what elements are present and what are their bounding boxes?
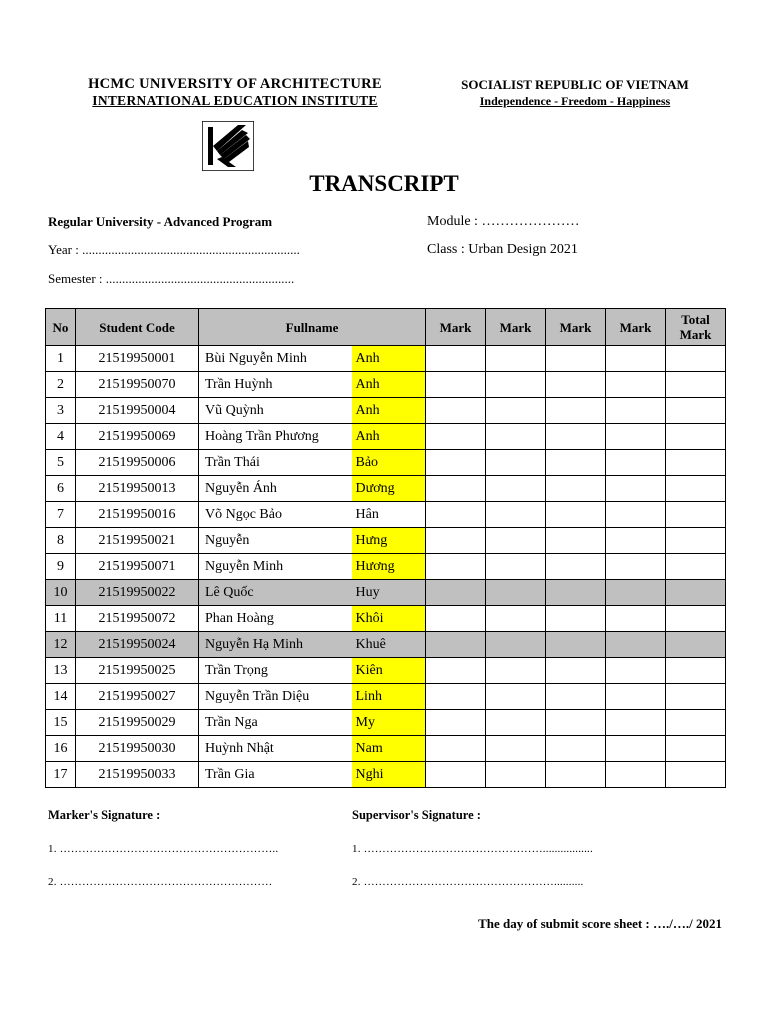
total-mark-cell[interactable] [666,398,726,424]
col-header-total-mark [666,309,726,346]
mark-1-cell[interactable] [426,398,486,424]
student-given-name: Nam [352,736,426,762]
student-given-name: Bảo [352,450,426,476]
mark-1-cell[interactable] [426,762,486,788]
student-surname: Hoàng Trần Phương [199,424,352,450]
mark-4-cell[interactable] [606,580,666,606]
total-mark-cell[interactable] [666,762,726,788]
student-surname: Bùi Nguyễn Minh [199,346,352,372]
mark-3-cell[interactable] [546,346,606,372]
mark-1-cell[interactable] [426,372,486,398]
table-row [46,476,726,502]
student-code: 21519950072 [76,606,199,632]
mark-2-cell[interactable] [486,710,546,736]
mark-3-cell[interactable] [546,372,606,398]
national-motto: Independence - Freedom - Happiness [479,94,671,108]
mark-4-cell[interactable] [606,346,666,372]
student-surname: Vũ Quỳnh [199,398,352,424]
student-code: 21519950016 [76,502,199,528]
student-given-name: Linh [352,684,426,710]
mark-1-cell[interactable] [426,606,486,632]
mark-4-cell[interactable] [606,398,666,424]
col-header-mark-2: Mark [486,309,546,346]
class-field: Class : Urban Design 2021 [427,242,578,257]
mark-2-cell[interactable] [486,684,546,710]
mark-1-cell[interactable] [426,580,486,606]
transcript-table [45,308,726,788]
mark-3-cell[interactable] [546,554,606,580]
mark-2-cell[interactable] [486,502,546,528]
mark-4-cell[interactable] [606,372,666,398]
semester-field: Semester : .......................................................... [48,271,295,286]
student-given-name: Hương [352,554,426,580]
mark-3-cell[interactable] [546,736,606,762]
table-row [46,606,726,632]
table-row [46,372,726,398]
mark-3-cell[interactable] [546,502,606,528]
row-number: 5 [46,450,76,476]
total-mark-cell[interactable] [666,580,726,606]
student-surname: Trần Trọng [199,658,352,684]
mark-1-cell[interactable] [426,710,486,736]
mark-3-cell[interactable] [546,632,606,658]
student-given-name: Nghi [352,762,426,788]
col-header-fullname: Fullname [199,309,426,346]
mark-2-cell[interactable] [486,762,546,788]
mark-4-cell[interactable] [606,502,666,528]
mark-1-cell[interactable] [426,658,486,684]
supervisor-signature-line-1: 1. …………………………………………................. [352,843,593,855]
university-name: HCMC UNIVERSITY OF ARCHITECTURE [88,76,382,92]
row-number: 17 [46,762,76,788]
student-code: 21519950069 [76,424,199,450]
mark-1-cell[interactable] [426,554,486,580]
table-row [46,632,726,658]
marker-signature-line-2: 2. ………………………………………………… [48,876,273,888]
student-code: 21519950033 [76,762,199,788]
total-mark-cell[interactable] [666,346,726,372]
table-row [46,684,726,710]
mark-4-cell[interactable] [606,710,666,736]
mark-2-cell[interactable] [486,658,546,684]
student-given-name: Huy [352,580,426,606]
student-surname: Huỳnh Nhật [199,736,352,762]
student-code: 21519950001 [76,346,199,372]
col-header-student-code: Student Code [76,309,199,346]
row-number: 16 [46,736,76,762]
table-row [46,528,726,554]
student-given-name: Anh [352,346,426,372]
total-mark-cell[interactable] [666,710,726,736]
student-given-name: Kiên [352,658,426,684]
table-row [46,580,726,606]
student-surname: Trần Thái [199,450,352,476]
mark-4-cell[interactable] [606,658,666,684]
country-name: SOCIALIST REPUBLIC OF VIETNAM [461,77,689,92]
mark-3-cell[interactable] [546,710,606,736]
student-given-name: Khuê [352,632,426,658]
table-row [46,346,726,372]
col-header-mark-4: Mark [606,309,666,346]
mark-3-cell[interactable] [546,606,606,632]
table-row [46,710,726,736]
student-given-name: Anh [352,372,426,398]
student-code: 21519950030 [76,736,199,762]
mark-3-cell[interactable] [546,658,606,684]
student-given-name: Hưng [352,528,426,554]
row-number: 4 [46,424,76,450]
mark-2-cell[interactable] [486,632,546,658]
row-number: 2 [46,372,76,398]
supervisor-signature-line-2: 2. …………………………………………….......... [352,876,584,888]
student-surname: Trần Gia [199,762,352,788]
student-code: 21519950021 [76,528,199,554]
col-header-mark-1: Mark [426,309,486,346]
student-given-name: Dương [352,476,426,502]
institute-name: INTERNATIONAL EDUCATION INSTITUTE [92,93,378,108]
mark-3-cell[interactable] [546,476,606,502]
student-surname: Phan Hoàng [199,606,352,632]
mark-3-cell[interactable] [546,528,606,554]
student-surname: Nguyễn Minh [199,554,352,580]
student-code: 21519950006 [76,450,199,476]
table-row [46,658,726,684]
total-mark-cell[interactable] [666,736,726,762]
total-mark-cell[interactable] [666,476,726,502]
row-number: 7 [46,502,76,528]
mark-1-cell[interactable] [426,346,486,372]
table-row [46,450,726,476]
mark-1-cell[interactable] [426,476,486,502]
mark-2-cell[interactable] [486,528,546,554]
row-number: 6 [46,476,76,502]
submit-date: The day of submit score sheet : …./…./ 2021 [478,916,722,931]
mark-1-cell[interactable] [426,736,486,762]
mark-4-cell[interactable] [606,684,666,710]
total-mark-cell[interactable] [666,528,726,554]
mark-2-cell[interactable] [486,736,546,762]
mark-4-cell[interactable] [606,736,666,762]
mark-1-cell[interactable] [426,424,486,450]
total-mark-cell[interactable] [666,632,726,658]
total-mark-cell[interactable] [666,606,726,632]
student-given-name: Khôi [352,606,426,632]
mark-2-cell[interactable] [486,398,546,424]
total-mark-cell[interactable] [666,658,726,684]
mark-4-cell[interactable] [606,606,666,632]
row-number: 11 [46,606,76,632]
student-surname: Nguyễn Hạ Minh [199,632,352,658]
mark-1-cell[interactable] [426,684,486,710]
mark-3-cell[interactable] [546,424,606,450]
row-number: 15 [46,710,76,736]
student-code: 21519950025 [76,658,199,684]
mark-4-cell[interactable] [606,762,666,788]
mark-1-cell[interactable] [426,632,486,658]
mark-4-cell[interactable] [606,476,666,502]
module-field: Module : ………………… [427,214,580,229]
total-mark-cell[interactable] [666,424,726,450]
student-surname: Trần Nga [199,710,352,736]
table-header-row [46,309,726,346]
mark-2-cell[interactable] [486,346,546,372]
institution-header [40,76,430,109]
marker-signature-line-1: 1. ………………………………………………….. [48,843,279,855]
row-number: 1 [46,346,76,372]
table-row [46,736,726,762]
table-row [46,424,726,450]
student-surname: Võ Ngọc Bảo [199,502,352,528]
student-code: 21519950071 [76,554,199,580]
student-code: 21519950024 [76,632,199,658]
student-code: 21519950013 [76,476,199,502]
col-header-mark-3: Mark [546,309,606,346]
total-mark-cell[interactable] [666,502,726,528]
row-number: 14 [46,684,76,710]
mark-2-cell[interactable] [486,554,546,580]
student-surname: Nguyễn [199,528,352,554]
mark-3-cell[interactable] [546,762,606,788]
table-row [46,398,726,424]
student-surname: Nguyễn Ánh [199,476,352,502]
student-code: 21519950029 [76,710,199,736]
mark-3-cell[interactable] [546,398,606,424]
national-header [430,76,720,109]
row-number: 9 [46,554,76,580]
program-label: Regular University - Advanced Program [48,214,273,229]
row-number: 3 [46,398,76,424]
student-code: 21519950022 [76,580,199,606]
student-surname: Nguyễn Trần Diệu [199,684,352,710]
table-row [46,554,726,580]
total-header-line1: Total [681,312,710,327]
student-code: 21519950070 [76,372,199,398]
student-given-name: My [352,710,426,736]
mark-4-cell[interactable] [606,554,666,580]
mark-3-cell[interactable] [546,580,606,606]
row-number: 8 [46,528,76,554]
col-header-no: No [46,309,76,346]
row-number: 13 [46,658,76,684]
row-number: 12 [46,632,76,658]
year-field: Year : ................................................................... [48,242,300,257]
row-number: 10 [46,580,76,606]
mark-1-cell[interactable] [426,502,486,528]
student-given-name: Anh [352,398,426,424]
mark-2-cell[interactable] [486,450,546,476]
total-mark-cell[interactable] [666,372,726,398]
total-mark-cell[interactable] [666,450,726,476]
mark-4-cell[interactable] [606,528,666,554]
mark-2-cell[interactable] [486,372,546,398]
marker-signature-label: Marker's Signature : [48,808,161,822]
student-given-name: Hân [352,502,426,528]
mark-2-cell[interactable] [486,476,546,502]
mark-3-cell[interactable] [546,450,606,476]
mark-4-cell[interactable] [606,632,666,658]
mark-3-cell[interactable] [546,684,606,710]
table-row [46,502,726,528]
university-logo-icon [202,121,254,171]
mark-1-cell[interactable] [426,450,486,476]
mark-2-cell[interactable] [486,424,546,450]
student-surname: Trần Huỳnh [199,372,352,398]
mark-1-cell[interactable] [426,528,486,554]
supervisor-signature-label: Supervisor's Signature : [352,808,481,822]
mark-4-cell[interactable] [606,424,666,450]
student-code: 21519950004 [76,398,199,424]
mark-2-cell[interactable] [486,606,546,632]
student-given-name: Anh [352,424,426,450]
student-surname: Lê Quốc [199,580,352,606]
table-row [46,762,726,788]
total-header-line2: Mark [679,327,712,342]
page-title: TRANSCRIPT [309,171,459,196]
mark-4-cell[interactable] [606,450,666,476]
mark-2-cell[interactable] [486,580,546,606]
total-mark-cell[interactable] [666,554,726,580]
total-mark-cell[interactable] [666,684,726,710]
student-code: 21519950027 [76,684,199,710]
